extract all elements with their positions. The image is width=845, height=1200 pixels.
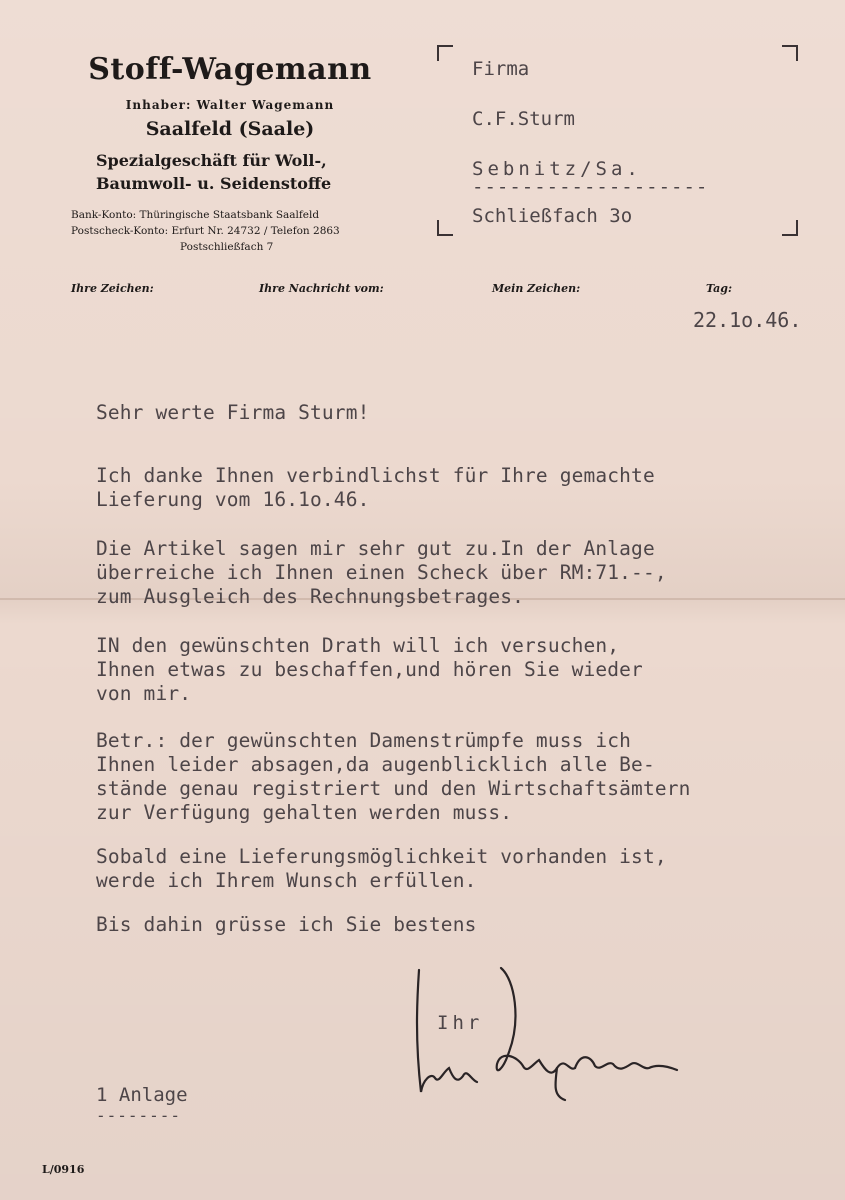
address-corner-mark — [437, 220, 453, 236]
address-line-firma: Firma — [472, 58, 530, 80]
paragraph-delivery — [96, 845, 667, 893]
letter-date: 22.1o.46. — [693, 308, 802, 332]
address-underline: ------------------- — [472, 176, 709, 198]
address-line-postbox: Schließfach 3o — [472, 205, 633, 227]
salutation: Sehr werte Firma Sturm! — [96, 401, 370, 424]
text-line: Die Artikel sagen mir sehr gut zu.In der Anlage — [96, 537, 655, 560]
enclosure-underline: -------- — [96, 1106, 182, 1125]
address-line-recipient: C.F.Sturm — [472, 108, 575, 130]
paragraph-cheque — [96, 537, 667, 609]
ref-ihre-nachricht: Ihre Nachricht vom: — [259, 282, 384, 295]
text-line: zum Ausgleich des Rechnungsbetrages. — [96, 585, 525, 608]
letterhead-specialty-line2: Baumwoll- u. Seidenstoffe — [96, 174, 332, 193]
text-line: werde ich Ihrem Wunsch erfüllen. — [96, 869, 477, 892]
letterhead-postfach: Postschließfach 7 — [180, 241, 274, 253]
closing: Ihr — [437, 1012, 484, 1034]
signature-stroke — [417, 970, 477, 1092]
address-corner-mark — [782, 220, 798, 236]
enclosure-label: 1 Anlage — [96, 1084, 188, 1106]
text-line: Betr.: der gewünschten Damenstrümpfe muss ich — [96, 729, 632, 752]
paragraph-thanks — [96, 464, 655, 512]
text-line: Ihnen leider absagen,da augenblicklich alle Be- — [96, 753, 655, 776]
address-corner-mark — [782, 45, 798, 61]
letterhead-bank-account: Bank-Konto: Thüringische Staatsbank Saalfeld — [71, 209, 320, 221]
form-code: L/0916 — [42, 1163, 85, 1176]
text-line: IN den gewünschten Drath will ich versuchen, — [96, 634, 620, 657]
signature-stroke — [555, 1057, 677, 1100]
text-line: von mir. — [96, 682, 192, 705]
text-line: stände genau registriert und den Wirtschaftsämtern — [96, 777, 691, 800]
letterhead-postscheck: Postscheck-Konto: Erfurt Nr. 24732 / Telefon 2863 — [71, 225, 340, 237]
paragraph-wire — [96, 634, 643, 706]
ref-mein-zeichen: Mein Zeichen: — [492, 282, 581, 295]
signature-stroke — [497, 968, 575, 1073]
text-line: Sobald eine Lieferungsmöglichkeit vorhanden ist, — [96, 845, 667, 868]
ref-tag: Tag: — [706, 282, 733, 295]
text-line: Ich danke Ihnen verbindlichst für Ihre gemachte — [96, 464, 655, 487]
text-line: zur Verfügung gehalten werden muss. — [96, 801, 513, 824]
letterhead-owner: Inhaber: Walter Wagemann — [125, 98, 335, 112]
address-corner-mark — [437, 45, 453, 61]
text-line: Ihnen etwas zu beschaffen,und hören Sie wieder — [96, 658, 643, 681]
letterhead-city: Saalfeld (Saale) — [145, 118, 315, 140]
paragraph-stockings — [96, 729, 691, 825]
ref-ihre-zeichen: Ihre Zeichen: — [71, 282, 154, 295]
text-line: überreiche ich Ihnen einen Scheck über RM:71.--, — [96, 561, 667, 584]
letterhead-firm-name: Stoff-Wagemann — [88, 52, 372, 87]
letterhead-specialty-line1: Spezialgeschäft für Woll-, — [96, 151, 327, 170]
paragraph-greeting: Bis dahin grüsse ich Sie bestens — [96, 913, 477, 936]
handwritten-signature — [405, 960, 705, 1110]
text-line: Lieferung vom 16.1o.46. — [96, 488, 370, 511]
address-line-city: Sebnitz/Sa. — [472, 158, 642, 180]
